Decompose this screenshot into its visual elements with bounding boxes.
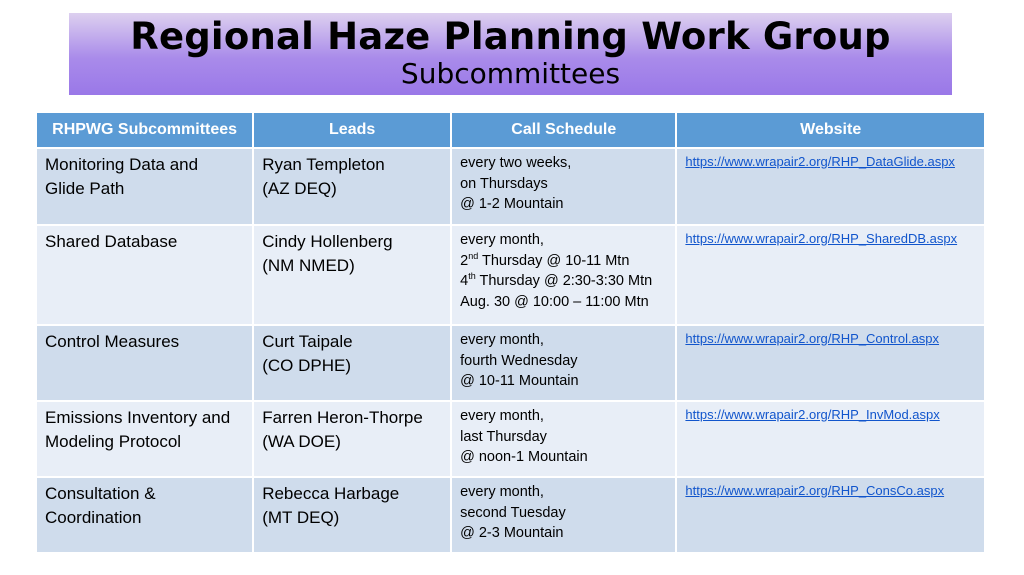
lead-agency: (MT DEQ) [262, 508, 340, 527]
subcommittee-table [35, 111, 986, 554]
lead-cell [253, 477, 451, 553]
title-banner [69, 13, 952, 95]
schedule-cell [451, 325, 676, 401]
schedule-line: every two weeks, [460, 155, 572, 171]
lead-name: Rebecca Harbage [262, 484, 400, 503]
table-row [36, 148, 985, 225]
subcommittee-name-line: Emissions Inventory and [45, 408, 231, 427]
lead-cell [253, 401, 451, 477]
lead-name: Curt Taipale [262, 332, 353, 351]
schedule-day-number: 2 [460, 252, 469, 269]
ordinal-suffix: nd [468, 250, 479, 261]
schedule-line: second Tuesday [460, 504, 566, 521]
column-header-website: Website [676, 112, 985, 148]
schedule-detail: Thursday @ 10-11 Mtn [478, 252, 630, 269]
website-cell [676, 401, 985, 477]
schedule-line: on Thursdays [460, 175, 548, 192]
schedule-line [460, 251, 667, 272]
schedule-line: last Thursday [460, 428, 547, 445]
website-cell [676, 225, 985, 325]
subcommittee-name-line: Monitoring Data and [45, 155, 199, 174]
schedule-cell [451, 401, 676, 477]
schedule-line: fourth Wednesday [460, 352, 578, 369]
subcommittee-cell [36, 148, 253, 225]
schedule-line: @ 2-3 Mountain [460, 525, 564, 541]
column-header-subcommittees: RHPWG Subcommittees [36, 112, 253, 148]
lead-agency: (NM NMED) [262, 256, 355, 275]
lead-name: Cindy Hollenberg [262, 232, 393, 251]
schedule-detail: Thursday @ 2:30-3:30 Mtn [475, 273, 653, 289]
schedule-cell [451, 148, 676, 225]
website-link[interactable]: https://www.wrapair2.org/RHP_InvMod.aspx [685, 407, 940, 422]
lead-agency: (WA DOE) [262, 432, 341, 451]
subcommittee-name-line: Control Measures [45, 332, 180, 351]
subcommittee-name-line: Consultation & [45, 484, 156, 503]
subcommittee-name-line: Coordination [45, 508, 142, 527]
column-header-call-schedule: Call Schedule [451, 112, 676, 148]
subcommittee-name-line: Glide Path [45, 179, 125, 198]
page-title: Regional Haze Planning Work Group [130, 15, 891, 58]
column-header-leads: Leads [253, 112, 451, 148]
page-subtitle: Subcommittees [400, 57, 621, 90]
website-cell [676, 148, 985, 225]
schedule-line: every month, [460, 408, 544, 424]
website-link[interactable]: https://www.wrapair2.org/RHP_DataGlide.aspx [685, 154, 955, 169]
lead-agency: (CO DPHE) [262, 356, 351, 375]
lead-cell [253, 325, 451, 401]
website-link[interactable]: https://www.wrapair2.org/RHP_ConsCo.aspx [685, 483, 945, 498]
table-row [36, 225, 985, 325]
subcommittee-cell [36, 401, 253, 477]
schedule-cell [451, 225, 676, 325]
subcommittee-cell [36, 225, 253, 325]
website-link[interactable]: https://www.wrapair2.org/RHP_SharedDB.aspx [685, 231, 958, 246]
schedule-line [460, 271, 667, 292]
schedule-line: every month, [460, 484, 544, 500]
schedule-line: @ noon-1 Mountain [460, 449, 588, 465]
table-row [36, 325, 985, 401]
lead-name: Farren Heron-Thorpe [262, 408, 423, 427]
schedule-line: Aug. 30 @ 10:00 – 11:00 Mtn [460, 293, 649, 310]
subcommittee-name-line: Modeling Protocol [45, 432, 182, 451]
schedule-line: every month, [460, 232, 544, 248]
ordinal-suffix: th [468, 271, 476, 282]
website-cell [676, 325, 985, 401]
schedule-line: @ 10-11 Mountain [460, 373, 579, 389]
table-row [36, 477, 985, 553]
subcommittee-cell [36, 477, 253, 553]
subcommittee-cell [36, 325, 253, 401]
lead-cell [253, 148, 451, 225]
subcommittee-name-line: Shared Database [45, 232, 178, 251]
schedule-line: @ 1-2 Mountain [460, 196, 564, 212]
table-row [36, 401, 985, 477]
lead-name: Ryan Templeton [262, 155, 385, 174]
schedule-day-number: 4 [460, 273, 469, 289]
website-link[interactable]: https://www.wrapair2.org/RHP_Control.aspx [685, 331, 940, 346]
schedule-line: every month, [460, 332, 544, 348]
lead-cell [253, 225, 451, 325]
lead-agency: (AZ DEQ) [262, 179, 337, 198]
website-cell [676, 477, 985, 553]
schedule-cell [451, 477, 676, 553]
table-header-row [36, 112, 985, 148]
